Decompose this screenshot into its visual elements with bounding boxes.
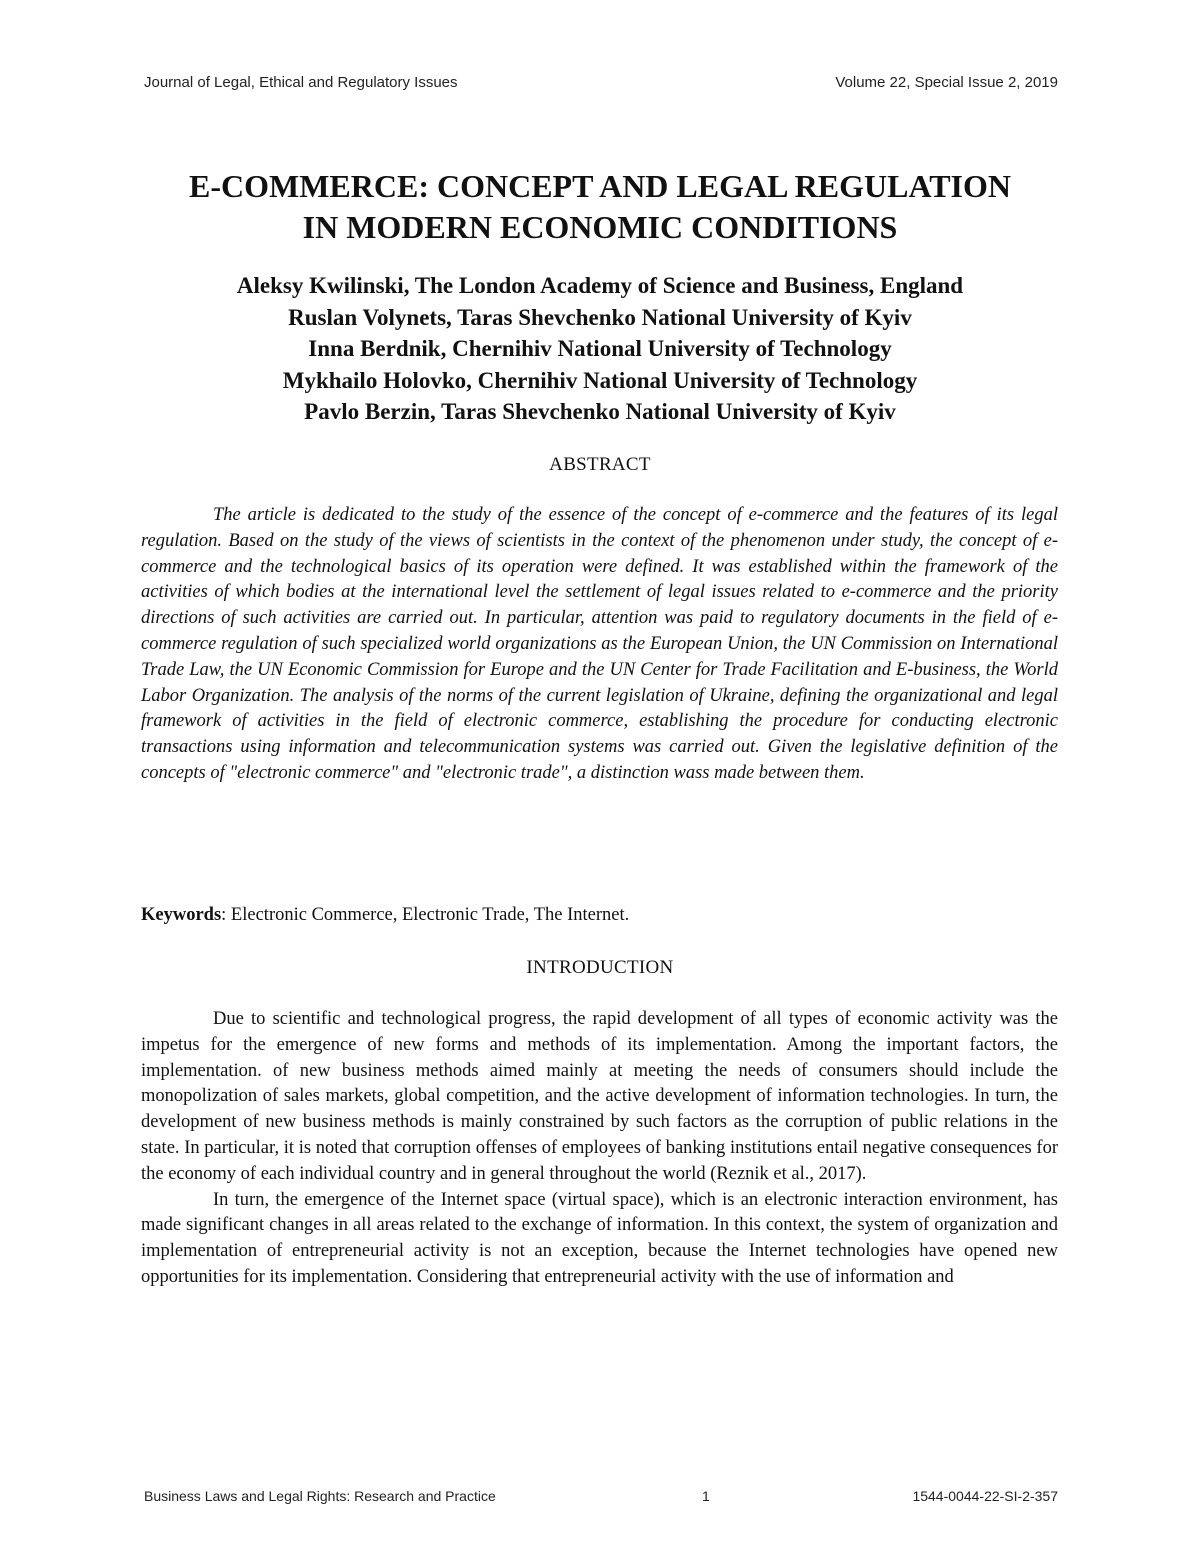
running-footer — [144, 1488, 1058, 1508]
body-paragraph: Due to scientific and technological progress, the rapid development of all types of economic activity was the impetus for the emergence of new forms and methods of its implementation. Among the important factors, the implementation. of new business methods aimed mainly at meeting the needs of consumers should include the monopolization of sales markets, global competition, and the active development of information technologies. In turn, the development of new business methods is mainly constrained by such factors as the corruption of public relations in the state. In particular, it is noted that corruption offenses of employees of banking institutions entail negative consequences for the economy of each individual country and in general throughout the world (Reznik et al., 2017). — [141, 1009, 1058, 1184]
article-code: 1544-0044-22-SI-2-357 — [912, 1488, 1058, 1504]
title-line-2: IN MODERN ECONOMIC CONDITIONS — [302, 209, 898, 245]
author-line: Inna Berdnik, Chernihiv National University of Technology — [308, 336, 892, 361]
body-paragraph: In turn, the emergence of the Internet space (virtual space), which is an electronic interaction environment, has made significant changes in all areas related to the exchange of information. In this context, the system of organization and implementation of entrepreneurial activity is not an exception, because the Internet technologies have opened new opportunities for its implementation. Considering that entrepreneurial activity with the use of information and — [141, 1189, 1058, 1287]
abstract-text: The article is dedicated to the study of the essence of the concept of e-commerce and the features of its legal regulation. Based on the study of the views of scientists in the context of the phenomenon under study, the concept of e-commerce and the technological basics of its operation were defined. It was established within the framework of the activities of which bodies at the international level the settlement of legal issues related to e-commerce and the priority directions of such activities are carried out. In particular, attention was paid to regulatory documents in the field of e-commerce regulation of such specialized world organizations as the European Union, the UN Commission on International Trade Law, the UN Economic Commission for Europe and the UN Center for Trade Facilitation and E-business, the World Labor Organization. The analysis of the norms of the current legislation of Ukraine, defining the organizational and legal framework of activities in the field of electronic commerce, establishing the procedure for conducting electronic transactions using information and telecommunication systems was carried out. Given the legislative definition of the concepts of "electronic commerce" and "electronic trade", a distinction wass made between them. — [141, 505, 1058, 783]
author-line: Aleksy Kwilinski, The London Academy of Science and Business, England — [236, 273, 964, 298]
keywords-line — [141, 905, 1058, 926]
keywords-label: Keywords — [141, 905, 222, 925]
volume-info: Volume 22, Special Issue 2, 2019 — [835, 74, 1058, 91]
keywords-value: : Electronic Commerce, Electronic Trade, The Internet. — [221, 905, 630, 925]
author-list — [120, 270, 1080, 428]
page-number: 1 — [702, 1488, 710, 1504]
author-line: Ruslan Volynets, Taras Shevchenko National University of Kyiv — [288, 304, 912, 330]
author-line: Mykhailo Holovko, Chernihiv National University of Technology — [282, 367, 918, 393]
article-title — [120, 166, 1080, 248]
introduction-body — [141, 1007, 1058, 1291]
running-header — [144, 74, 1058, 91]
journal-name: Journal of Legal, Ethical and Regulatory Issues — [144, 74, 458, 91]
author-line: Pavlo Berzin, Taras Shevchenko National University of Kyiv — [304, 399, 896, 424]
abstract-heading: ABSTRACT — [549, 454, 651, 475]
introduction-heading: INTRODUCTION — [526, 957, 674, 978]
footer-journal-section: Business Laws and Legal Rights: Research and Practice — [144, 1488, 496, 1504]
title-line-1: E-COMMERCE: CONCEPT AND LEGAL REGULATION — [189, 168, 1011, 204]
